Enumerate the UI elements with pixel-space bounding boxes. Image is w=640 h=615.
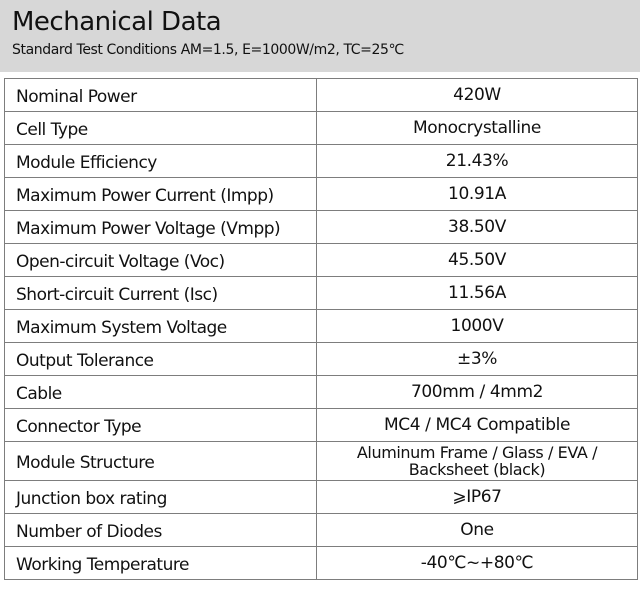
table-row [5, 112, 638, 145]
table-row [5, 211, 638, 244]
spec-value: ⩾IP67 [317, 481, 638, 514]
spec-value: Aluminum Frame / Glass / EVA / Backsheet (black) [317, 442, 638, 481]
spec-label: Maximum System Voltage [5, 310, 317, 343]
table-row [5, 442, 638, 481]
spec-label: Maximum Power Voltage (Vmpp) [5, 211, 317, 244]
section-title: Mechanical Data [12, 7, 222, 37]
table-row [5, 244, 638, 277]
spec-label: Junction box rating [5, 481, 317, 514]
spec-label: Module Structure [5, 442, 317, 481]
spec-label: Nominal Power [5, 79, 317, 112]
spec-label: Number of Diodes [5, 514, 317, 547]
table-row [5, 376, 638, 409]
section-header [0, 0, 640, 72]
spec-label: Working Temperature [5, 547, 317, 580]
spec-label: Cable [5, 376, 317, 409]
table-row [5, 409, 638, 442]
spec-label: Module Efficiency [5, 145, 317, 178]
spec-label: Cell Type [5, 112, 317, 145]
spec-value: 38.50V [317, 211, 638, 244]
table-row [5, 79, 638, 112]
spec-label: Output Tolerance [5, 343, 317, 376]
spec-value: 420W [317, 79, 638, 112]
spec-label: Connector Type [5, 409, 317, 442]
spec-value: 700mm / 4mm2 [317, 376, 638, 409]
table-row [5, 481, 638, 514]
spec-value: 11.56A [317, 277, 638, 310]
spec-value: One [317, 514, 638, 547]
test-conditions-subtitle: Standard Test Conditions AM=1.5, E=1000W/m2, TC=25℃ [12, 42, 404, 58]
spec-value: ±3% [317, 343, 638, 376]
spec-value: 1000V [317, 310, 638, 343]
table-row [5, 178, 638, 211]
table-row [5, 547, 638, 580]
spec-value: Monocrystalline [317, 112, 638, 145]
spec-label: Open-circuit Voltage (Voc) [5, 244, 317, 277]
spec-table [4, 78, 638, 580]
spec-value: 45.50V [317, 244, 638, 277]
table-row [5, 310, 638, 343]
spec-label: Short-circuit Current (Isc) [5, 277, 317, 310]
spec-label: Maximum Power Current (Impp) [5, 178, 317, 211]
table-row [5, 514, 638, 547]
spec-value: -40℃~+80℃ [317, 547, 638, 580]
spec-value: 21.43% [317, 145, 638, 178]
table-row [5, 277, 638, 310]
table-row [5, 145, 638, 178]
spec-value: 10.91A [317, 178, 638, 211]
table-row [5, 343, 638, 376]
spec-value: MC4 / MC4 Compatible [317, 409, 638, 442]
